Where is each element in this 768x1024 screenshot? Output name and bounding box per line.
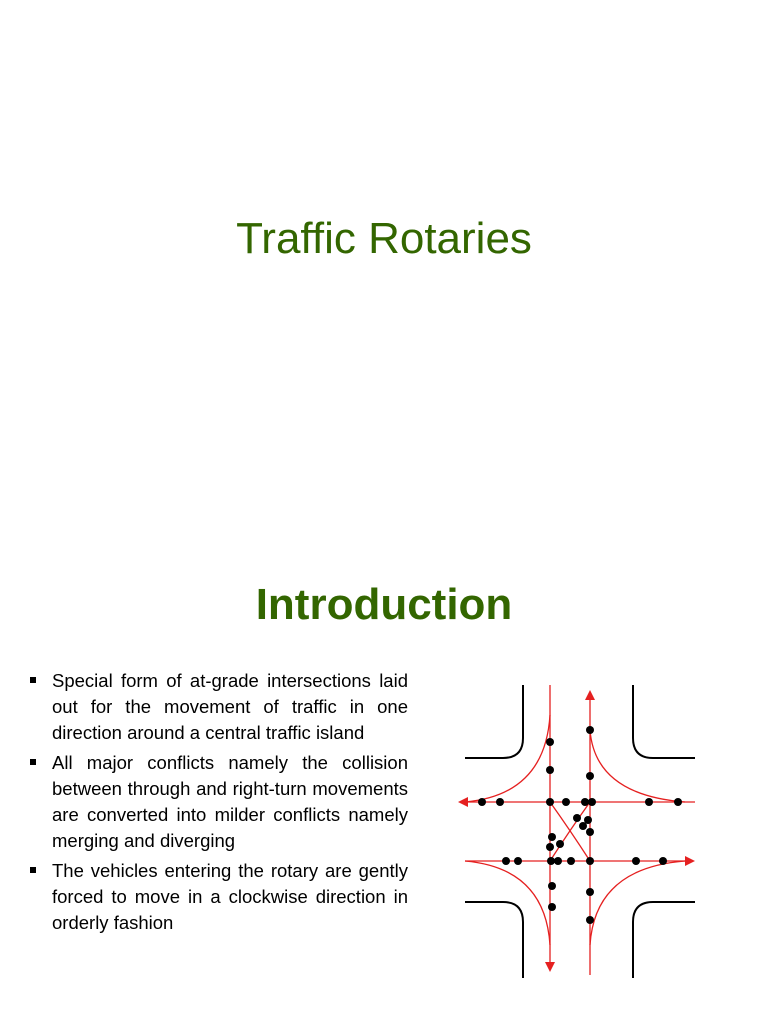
curb-top-left: [465, 685, 523, 758]
conflict-point: [546, 798, 554, 806]
curb-bottom-left: [465, 902, 523, 978]
conflict-point: [581, 798, 589, 806]
conflict-point: [674, 798, 682, 806]
conflict-point: [478, 798, 486, 806]
conflict-point: [588, 798, 596, 806]
conflict-point: [579, 822, 587, 830]
conflict-point: [514, 857, 522, 865]
conflict-point: [548, 882, 556, 890]
conflict-point: [548, 903, 556, 911]
conflict-point: [562, 798, 570, 806]
arrow-up-icon: [585, 690, 595, 700]
conflict-point: [645, 798, 653, 806]
conflict-point: [586, 772, 594, 780]
bullet-square-icon: [30, 867, 36, 873]
curb-top-right: [633, 685, 695, 758]
conflict-points: [478, 726, 682, 924]
arrowheads: [458, 690, 695, 972]
conflict-point: [586, 916, 594, 924]
slide-title: Traffic Rotaries: [236, 214, 532, 263]
conflict-point: [547, 857, 555, 865]
conflict-point: [586, 726, 594, 734]
bullet-item: [28, 750, 408, 854]
conflict-point: [546, 766, 554, 774]
bullet-square-icon: [30, 759, 36, 765]
conflict-point: [548, 833, 556, 841]
conflict-point: [546, 843, 554, 851]
curb-lines: [465, 685, 695, 978]
bullet-text: The vehicles entering the rotary are gently forced to move in a clockwise direction in orderly fashion: [52, 860, 408, 933]
arrow-right-icon: [685, 856, 695, 866]
arrow-left-icon: [458, 797, 468, 807]
conflict-point: [586, 888, 594, 896]
intersection-conflict-diagram: [455, 680, 705, 980]
section-heading: Introduction: [255, 580, 513, 629]
arrow-down-icon: [545, 962, 555, 972]
conflict-point: [632, 857, 640, 865]
bullet-item: [28, 668, 408, 746]
conflict-point: [546, 738, 554, 746]
conflict-point: [586, 828, 594, 836]
conflict-point: [556, 840, 564, 848]
conflict-point: [502, 857, 510, 865]
conflict-point: [573, 814, 581, 822]
curb-bottom-right: [633, 902, 695, 978]
conflict-point: [586, 857, 594, 865]
conflict-point: [659, 857, 667, 865]
bullet-square-icon: [30, 677, 36, 683]
bullet-text: All major conflicts namely the collision between through and right-turn movements are converted into milder conflicts namely merging and diverging: [52, 752, 408, 851]
bullet-item: [28, 858, 408, 936]
traffic-paths: [465, 685, 695, 975]
turn-curve-2: [590, 730, 685, 802]
bullet-text: Special form of at-grade intersections laid out for the movement of traffic in one direction around a central traffic island: [52, 670, 408, 743]
conflict-point: [554, 857, 562, 865]
conflict-point: [496, 798, 504, 806]
conflict-point: [567, 857, 575, 865]
bullet-list: [28, 668, 408, 940]
